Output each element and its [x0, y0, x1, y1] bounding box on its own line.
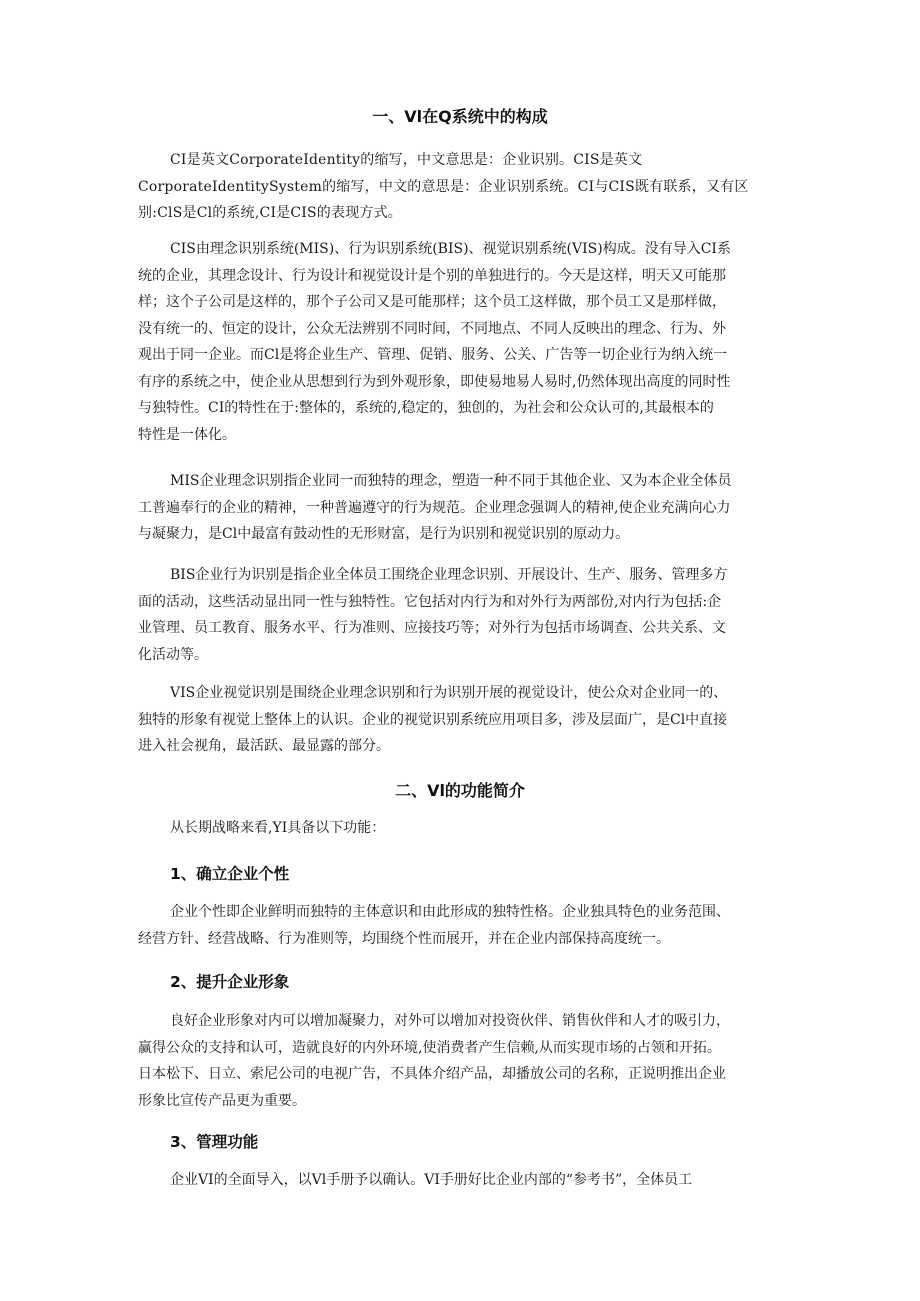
function-1-title: 1、确立企业个性: [170, 865, 290, 883]
function-3-text: [138, 1167, 790, 1194]
text-line: MIS企业理念识别指企业同一而独特的理念，塑造一种不同于其他企业、又为本企业全体员: [170, 473, 732, 489]
function-2-text: [138, 1008, 790, 1114]
text-line: 样；这个子公司是这样的，那个子公司又是可能那样；这个员工这样做，那个员工又是那样做，: [138, 294, 726, 310]
text-line: 独特的形象有视觉上整体上的认识。企业的视觉识别系统应用项目多，涉及层面广，是Cl中直接: [138, 711, 728, 728]
text-line: 从长期战略来看,YI具备以下功能：: [170, 820, 386, 836]
text-line: 与凝聚力，是Cl中最富有鼓动性的无形财富，是行为识别和视觉识别的原动力。: [138, 526, 630, 542]
paragraph-mis: [138, 468, 790, 548]
section-1-heading: 一、Vl在Q系统中的构成: [372, 107, 548, 126]
text-line: 业管理、员工教育、服务水平、行为准则、应接技巧等；对外行为包括市场调查、公共关系、文: [138, 620, 726, 636]
text-line: 统的企业，其理念设计、行为设计和视觉设计是个别的单独进行的。今天是这样，明天又可能那: [138, 267, 726, 284]
text-line: 有序的系统之中，使企业从思想到行为到外观形象，即使易地易人易时,仍然体现出高度的同时性: [138, 373, 731, 390]
section-2-intro: [138, 815, 790, 842]
function-2-title: 2、提升企业形象: [170, 973, 290, 991]
text-line: 赢得公众的支持和认可，造就良好的内外环境,使消费者产生信赖,从而实现市场的占领和开拓。: [138, 1039, 721, 1056]
text-line: 工普遍奉行的企业的精神，一种普遍遵守的行为规范。企业理念强调人的精神,使企业充满向心力: [138, 499, 731, 516]
function-1-text: [138, 899, 790, 952]
text-line: 企业VI的全面导入，以Vl手册予以确认。VI手册好比企业内部的“参考书”，全体员工: [170, 1172, 693, 1188]
function-3-title: 3、管理功能: [170, 1133, 259, 1151]
text-line: 观出于同一企业。而Cl是将企业生产、管理、促销、服务、公关、广告等一切企业行为纳入统一: [138, 347, 728, 363]
text-line: 与独特性。CI的特性在于:整体的，系统的,稳定的，独创的，为社会和公众认可的,其最根本的: [138, 400, 714, 416]
text-line: CI是英文CorporateIdentity的缩写，中文意思是：企业识别。CIS是英文: [170, 152, 643, 168]
text-line: 形象比宣传产品更为重要。: [138, 1092, 306, 1109]
paragraph-bis: [138, 562, 790, 668]
text-line: 化活动等。: [138, 646, 208, 663]
text-line: 进入社会视角，最活跃、最显露的部分。: [138, 738, 390, 754]
text-line: 经营方针、经营战略、行为准则等，均围绕个性而展开，并在企业内部保持高度统一。: [138, 930, 670, 947]
text-line: 企业个性即企业鲜明而独特的主体意识和由此形成的独特性格。企业独具特色的业务范围、: [170, 904, 730, 920]
paragraph-cis-composition: [138, 236, 790, 448]
section-2-heading: 二、Vl的功能简介: [395, 781, 525, 800]
text-line: CIS由理念识别系统(MIS)、行为识别系统(BIS)、视觉识别系统(VIS)构成。没有导入CI系: [170, 241, 731, 257]
text-line: 特性是一体化。: [138, 426, 236, 443]
text-line: 面的活动，这些活动显出同一性与独特性。它包括对内行为和对外行为两部份,对内行为包括:企: [138, 593, 722, 610]
paragraph-vis: [138, 680, 790, 760]
text-line: VIS企业视觉识别是围绕企业理念识别和行为识别开展的视觉设计，使公众对企业同一的、: [170, 685, 728, 701]
text-line: CorporateIdentitySystem的缩写，中文的意思是：企业识别系统。CI与CIS既有联系，又有区: [138, 178, 749, 195]
text-line: BIS企业行为识别是指企业全体员工围绕企业理念识别、开展设计、生产、服务、管理多方: [170, 567, 728, 583]
text-line: 别:ClS是Cl的系统,CI是CIS的表现方式。: [138, 205, 403, 221]
text-line: 良好企业形象对内可以增加凝聚力，对外可以增加对投资伙伴、销售伙伴和人才的吸引力，: [170, 1013, 730, 1029]
text-line: 没有统一的、恒定的设计，公众无法辨别不同时间，不同地点、不同人反映出的理念、行为、外: [138, 320, 726, 337]
paragraph-ci-definition: [138, 147, 790, 227]
text-line: 日本松下、日立、索尼公司的电视广告，不具体介绍产品，却播放公司的名称，正说明推出企业: [138, 1066, 726, 1082]
